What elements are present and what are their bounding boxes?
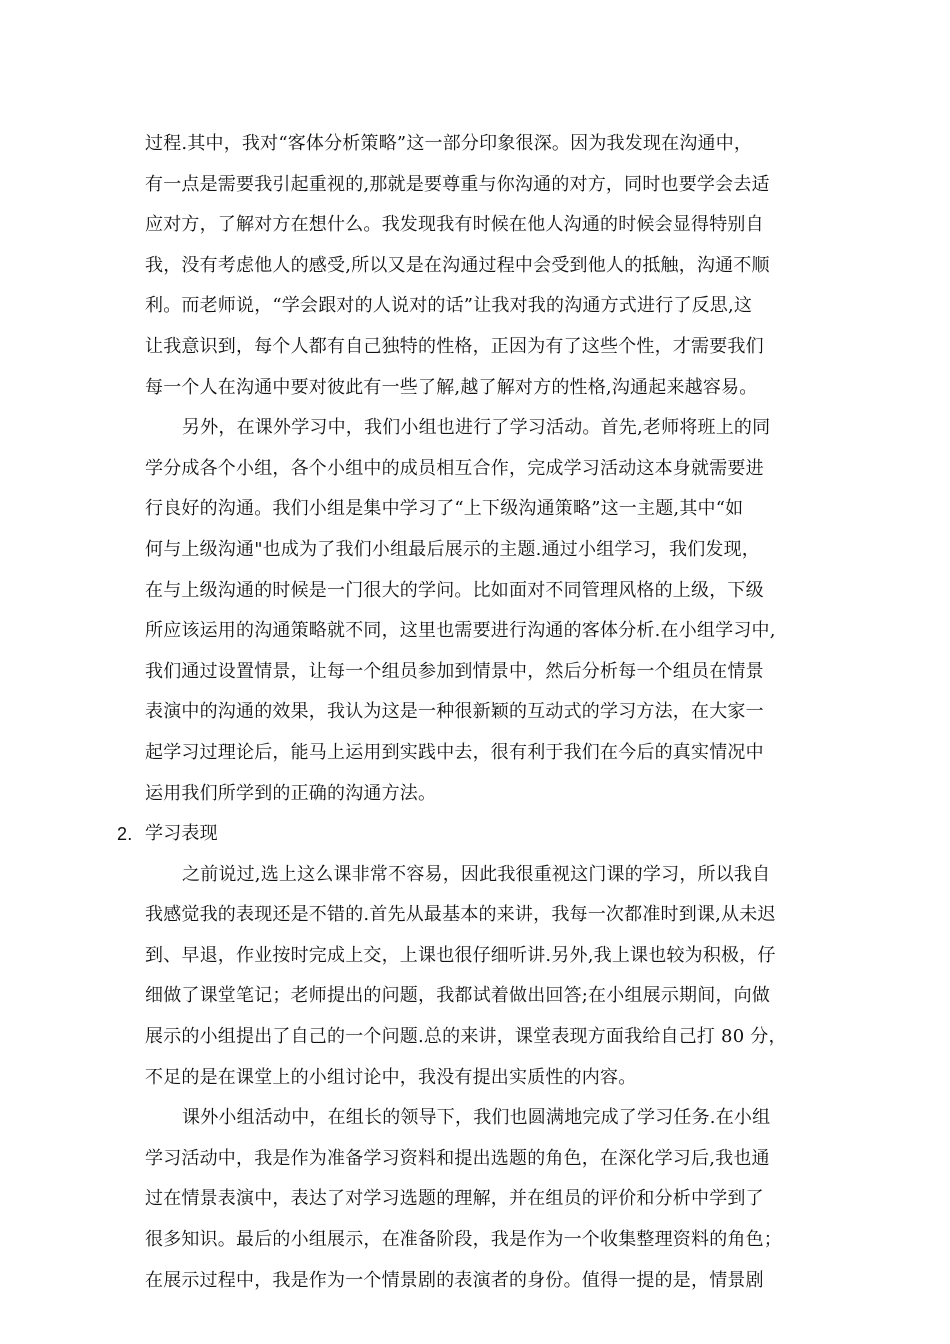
text-line: 行良好的沟通。我们小组是集中学习了“上下级沟通策略”这一主题,其中“如 xyxy=(145,498,744,520)
text-line: 每一个人在沟通中要对彼此有一些了解,越了解对方的性格,沟通起来越容易。 xyxy=(145,376,758,398)
text-line: 另外，在课外学习中，我们小组也进行了学习活动。首先,老师将班上的同 xyxy=(182,417,771,439)
text-line: 很多知识。最后的小组展示，在准备阶段，我是作为一个收集整理资料的角色； xyxy=(145,1229,782,1251)
text-line: 应对方，了解对方在想什么。我发现我有时候在他人沟通的时候会显得特别自 xyxy=(145,214,764,236)
text-line: 运用我们所学到的正确的沟通方法。 xyxy=(145,782,437,804)
text-line: 在展示过程中，我是作为一个情景剧的表演者的身份。值得一提的是，情景剧 xyxy=(145,1269,764,1291)
text-line: 到、早退，作业按时完成上交，上课也很仔细听讲.另外,我上课也较为积极，仔 xyxy=(145,944,776,966)
section-title: 学习表现 xyxy=(145,823,218,845)
text-line: 之前说过,选上这么课非常不容易，因此我很重视这门课的学习，所以我自 xyxy=(182,863,771,885)
text-line: 我感觉我的表现还是不错的.首先从最基本的来讲，我每一次都准时到课,从未迟 xyxy=(145,904,776,926)
document-body xyxy=(117,124,810,1301)
paragraph-group-study xyxy=(145,408,810,814)
text-line: 展示的小组提出了自己的一个问题.总的来讲，课堂表现方面我给自己打 80 分， xyxy=(145,1026,787,1048)
text-line: 课外小组活动中，在组长的领导下，我们也圆满地完成了学习任务.在小组 xyxy=(182,1107,771,1129)
text-line: 起学习过理论后，能马上运用到实践中去，很有利于我们在今后的真实情况中 xyxy=(145,741,764,763)
text-line: 细做了课堂笔记；老师提出的问题，我都试着做出回答;在小组展示期间，向做 xyxy=(145,985,771,1007)
text-line: 我们通过设置情景，让每一个组员参加到情景中，然后分析每一个组员在情景 xyxy=(145,660,764,682)
text-line: 让我意识到，每个人都有自己独特的性格，正因为有了这些个性，才需要我们 xyxy=(145,335,764,357)
text-line: 有一点是需要我引起重视的,那就是要尊重与你沟通的对方，同时也要学会去适 xyxy=(145,173,770,195)
text-line: 在与上级沟通的时候是一门很大的学问。比如面对不同管理风格的上级，下级 xyxy=(145,579,764,601)
text-line: 表演中的沟通的效果，我认为这是一种很新颖的互动式的学习方法，在大家一 xyxy=(145,701,764,723)
text-line: 学分成各个小组，各个小组中的成员相互合作，完成学习活动这本身就需要进 xyxy=(145,457,764,479)
paragraph-object-analysis xyxy=(145,124,810,408)
text-line: 何与上级沟通"也成为了我们小组最后展示的主题.通过小组学习，我们发现， xyxy=(145,538,760,560)
text-line: 不足的是在课堂上的小组讨论中，我没有提出实质性的内容。 xyxy=(145,1066,637,1088)
section-heading xyxy=(117,814,810,855)
text-line: 利。而老师说，“学会跟对的人说对的话”让我对我的沟通方式进行了反思,这 xyxy=(145,295,753,317)
text-line: 学习活动中，我是作为准备学习资料和提出选题的角色，在深化学习后,我也通 xyxy=(145,1147,770,1169)
paragraph-group-activity xyxy=(145,1098,810,1301)
text-line: 所应该运用的沟通策略就不同，这里也需要进行沟通的客体分析.在小组学习中, xyxy=(145,620,776,642)
text-line: 我，没有考虑他人的感受,所以又是在沟通过程中会受到他人的抵触，沟通不顺 xyxy=(145,254,770,276)
paragraph-class-performance xyxy=(145,855,810,1099)
text-line: 过程.其中，我对“客体分析策略”这一部分印象很深。因为我发现在沟通中， xyxy=(145,133,753,154)
text-line: 过在情景表演中，表达了对学习选题的理解，并在组员的评价和分析中学到了 xyxy=(145,1188,764,1210)
list-number: 2. xyxy=(117,824,133,845)
